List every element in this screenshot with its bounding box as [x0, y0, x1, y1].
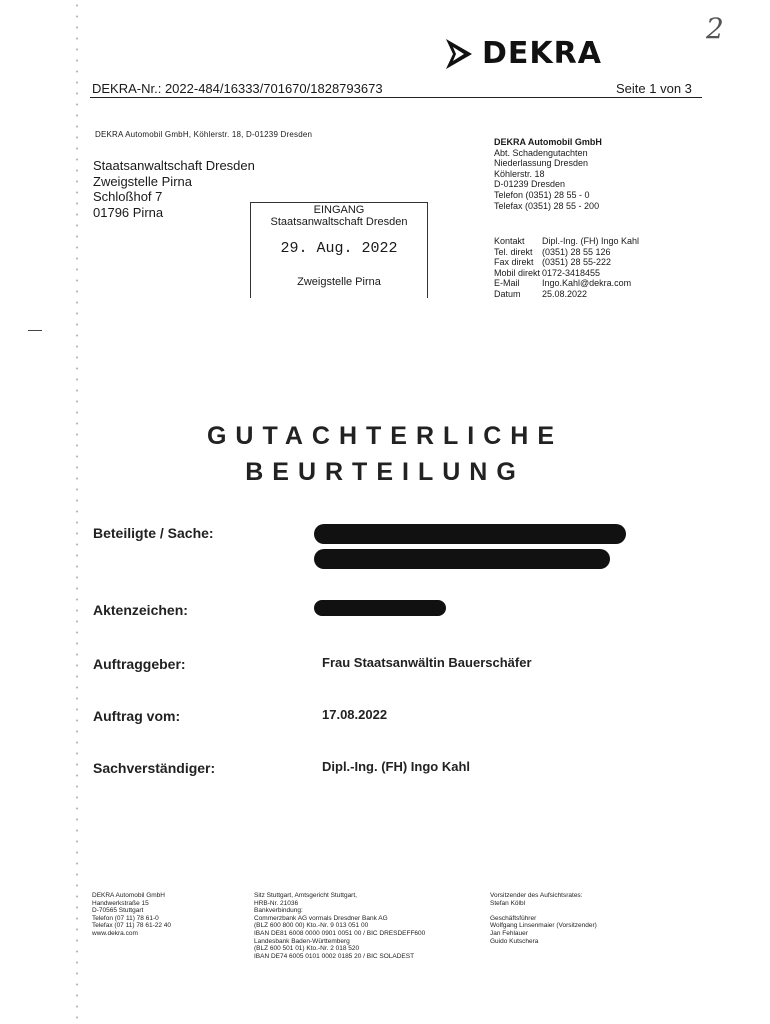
footer-management: Vorsitzender des Aufsichtsrates: Stefan Kölbl Geschäftsführer Wolfgang Linsenmaier (Vorsitzender) Jan Fehlauer Guido Kutschera	[490, 892, 597, 945]
footer-legal-bank: Sitz Stuttgart, Amtsgericht Stuttgart, HRB-Nr. 21036 Bankverbindung: Commerzbank AG vormals Dresdner Bank AG (BLZ 600 800 00) Kto.-Nr. 9 013 051 00 IBAN DE81 6008 0000 0901 0051 00 / BIC DRESDEFF600 Landesbank Baden-Württemberg (BLZ 600 501 01) Kto.-Nr. 2 018 520 IBAN DE74 6005 0101 0002 0185 20 / BIC SOLADEST	[254, 892, 426, 960]
sachverstaendiger-label: Sachverständiger:	[93, 760, 216, 776]
aktenzeichen-label: Aktenzeichen:	[93, 602, 188, 618]
company-address-block	[494, 137, 602, 211]
recipient-line: 01796 Pirna	[93, 204, 164, 220]
header-divider	[90, 97, 702, 98]
contact-row: Tel. direkt (0351) 28 55 126	[494, 246, 611, 257]
page-indicator: Seite 1 von 3	[616, 81, 692, 96]
dekra-number: DEKRA-Nr.: 2022-484/16333/701670/1828793673	[92, 81, 383, 96]
company-line: Telefax (0351) 28 55 - 200	[494, 200, 600, 211]
auftrag-vom-label: Auftrag vom:	[93, 708, 181, 724]
recipient-line: Schloßhof 7	[93, 189, 163, 204]
scan-mark	[28, 330, 42, 331]
company-line: Niederlassung Dresden	[494, 158, 589, 169]
footer-company: DEKRA Automobil GmbH Handwerkstraße 15 D-70565 Stuttgart Telefon (07 11) 78 61-0 Telefax (07 11) 78 61-22 40 www.dekra.com	[92, 892, 172, 937]
company-line: D-01239 Dresden	[494, 179, 566, 190]
dekra-arrow-icon	[444, 37, 474, 71]
beteiligte-label: Beteiligte / Sache:	[93, 525, 214, 541]
contact-row: Fax direkt (0351) 28 55-222	[494, 257, 612, 268]
contact-row[interactable]: E-Mail Ingo.Kahl@dekra.com	[494, 278, 632, 289]
email-link[interactable]: Ingo.Kahl@dekra.com	[542, 278, 632, 289]
auftrag-vom-value: 17.08.2022	[322, 707, 388, 722]
company-line: Abt. Schadengutachten	[494, 147, 588, 158]
company-line: Köhlerstr. 18	[494, 168, 545, 179]
stamp-date: 29. Aug. 2022	[280, 240, 398, 257]
redaction-bar	[314, 549, 610, 569]
logo-wordmark: DEKRA	[482, 36, 602, 71]
recipient-address	[93, 158, 255, 220]
sachverstaendiger-value: Dipl.-Ing. (FH) Ingo Kahl	[322, 759, 471, 774]
auftraggeber-value: Frau Staatsanwältin Bauerschäfer	[322, 655, 532, 670]
handwritten-page-note: 2	[706, 12, 724, 45]
redaction-bar	[314, 524, 626, 544]
scan-noise-strip	[74, 0, 80, 1024]
recipient-line: Staatsanwaltschaft Dresden	[93, 158, 255, 173]
stamp-title: EINGANG Staatsanwaltschaft Dresden	[270, 204, 408, 228]
stamp-branch: Zweigstelle Pirna	[297, 276, 381, 288]
redaction-bar	[314, 600, 446, 616]
company-name: DEKRA Automobil GmbH	[494, 137, 602, 147]
contact-row: Mobil direkt 0172-3418455	[494, 267, 601, 278]
received-stamp	[250, 202, 428, 298]
dekra-logo	[444, 36, 602, 71]
contact-row: Kontakt Dipl.-Ing. (FH) Ingo Kahl	[494, 236, 640, 246]
contact-row: Datum 25.08.2022	[494, 288, 588, 299]
contact-block	[494, 236, 639, 300]
company-line: Telefon (0351) 28 55 - 0	[494, 189, 590, 200]
sender-address-line: DEKRA Automobil GmbH, Köhlerstr. 18, D-01239 Dresden	[95, 130, 313, 139]
document-title: GUTACHTERLICHE BEURTEILUNG	[206, 422, 564, 486]
recipient-line: Zweigstelle Pirna	[93, 173, 192, 189]
auftraggeber-label: Auftraggeber:	[93, 656, 186, 672]
